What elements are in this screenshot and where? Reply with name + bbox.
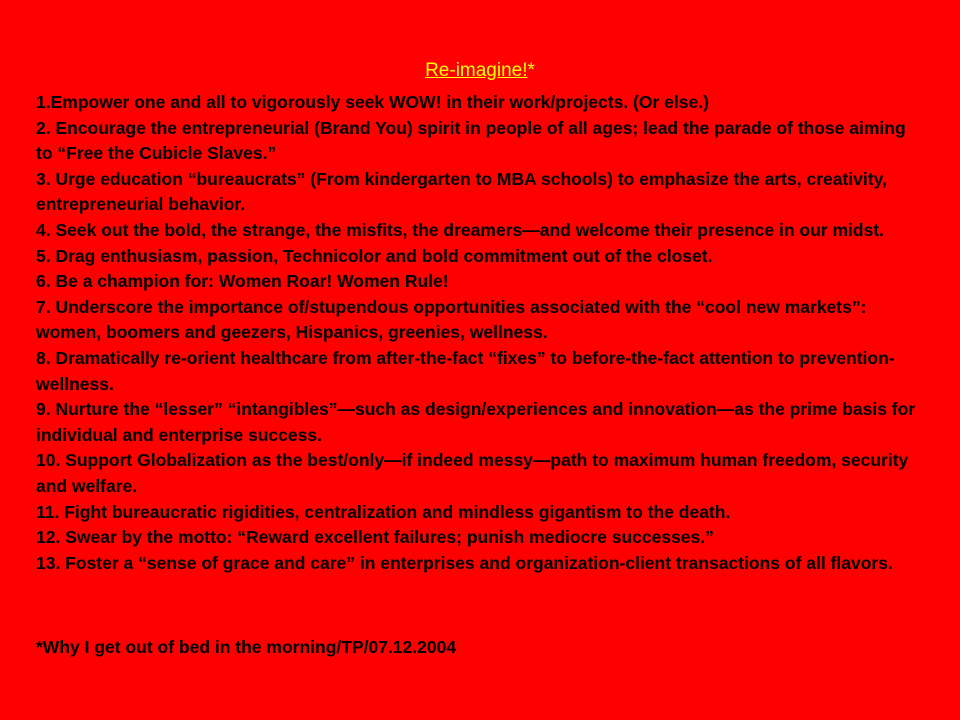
slide-title xyxy=(0,58,960,84)
list-item: 3. Urge education “bureaucrats” (From kindergarten to MBA schools) to emphasize the arts, creativity, entrepreneurial behavior. xyxy=(36,168,887,215)
list-item: 11. Fight bureaucratic rigidities, centralization and mindless gigantism to the death. xyxy=(36,501,731,522)
list-item: 1.Empower one and all to vigorously seek WOW! in their work/projects. (Or else.) xyxy=(36,92,709,112)
list-item: 8. Dramatically re-orient healthcare from after-the-fact “fixes” to before-the-fact attention to prevention-wellness. xyxy=(36,347,895,394)
list-item: 2. Encourage the entrepreneurial (Brand You) spirit in people of all ages; lead the parade of those aiming to “Free the Cubicle Slaves.” xyxy=(36,117,906,164)
slide-title-marker: * xyxy=(527,60,535,81)
list-item: 6. Be a champion for: Women Roar! Women Rule! xyxy=(36,271,449,292)
list-item: 12. Swear by the motto: “Reward excellent failures; punish mediocre successes.” xyxy=(36,527,714,548)
principles-list xyxy=(36,90,916,576)
list-item: 13. Foster a “sense of grace and care” in enterprises and organization-client transactions of all flavors. xyxy=(36,552,893,573)
list-item: 10. Support Globalization as the best/only—if indeed messy—path to maximum human freedom, security and welfare. xyxy=(36,450,909,496)
footnote: *Why I get out of bed in the morning/TP/07.12.2004 xyxy=(36,637,457,657)
list-item: 7. Underscore the importance of/stupendous opportunities associated with the “cool new markets”: women, boomers and geezers, Hispanics, greenies, wellness. xyxy=(36,296,867,343)
slide-title-text: Re-imagine! xyxy=(425,60,528,81)
list-item: 9. Nurture the “lesser” “intangibles”—such as design/experiences and innovation—as the prime basis for individual and enterprise success. xyxy=(36,399,916,445)
list-item: 5. Drag enthusiasm, passion, Technicolor and bold commitment out of the closet. xyxy=(36,245,713,266)
list-item: 4. Seek out the bold, the strange, the misfits, the dreamers—and welcome their presence in our midst. xyxy=(36,219,884,240)
